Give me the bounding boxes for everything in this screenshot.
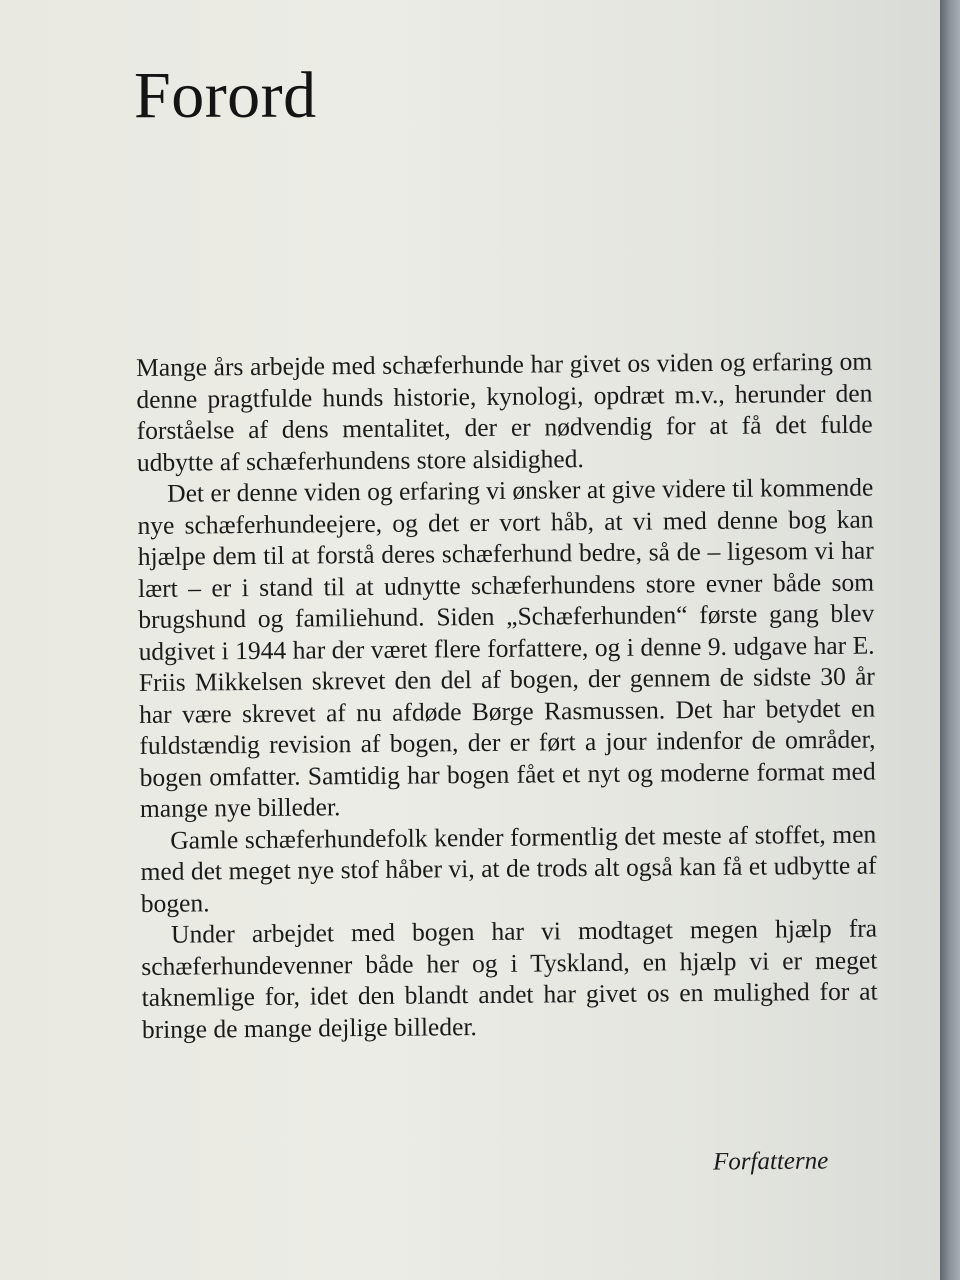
paragraph-3: Gamle schæferhundefolk kender formentlig det meste af stoffet, men med det meget nye stof håber vi, at de trods alt også kan få et udbytte af bogen. [140,819,877,918]
page-edge [940,0,960,1280]
paragraph-4: Under arbejdet med bogen har vi modtaget megen hjælp fra schæferhundevenner både her og i Tyskland, en hjælp vi er meget taknemlige for, idet den blandt andet har givet os en mulighed for at bringe de mange dejlige billeder. [141,913,878,1044]
paragraph-2: Det er denne viden og erfaring vi ønsker at give videre til kommende nye schæferhundeejere, og det er vort håb, at vi med denne bog kan hjælpe dem til at forstå deres schæferhund bedre, så de – ligesom vi har lært – er i stand til at udnytte schæferhundens store evner både som brugshund og familiehund. Siden „Schæferhunden“ første gang blev udgivet i 1944 har der været flere forfattere, og i denne 9. udgave har E. Friis Mikkelsen skrevet den del af bogen, der gennem de sidste 30 år har være skrevet af nu afdøde Børge Rasmussen. Det har betydet en fuldstændig revision af bogen, der er ført a jour indenfor de områder, bogen omfatter. Samtidig har bogen fået et nyt og moderne format med mange nye billeder. [137,472,876,823]
signature: Forfatterne [712,1147,829,1176]
foreword-body [136,346,878,1045]
paragraph-1: Mange års arbejde med schæferhunde har givet os viden og erfaring om denne pragtfulde hunds historie, kynologi, opdræt m.v., herunder den forståelse af dens mentalitet, der er nødvendig for at få det fulde udbytte af schæferhundens store alsidighed. [136,346,873,477]
page-title: Forord [134,59,317,132]
